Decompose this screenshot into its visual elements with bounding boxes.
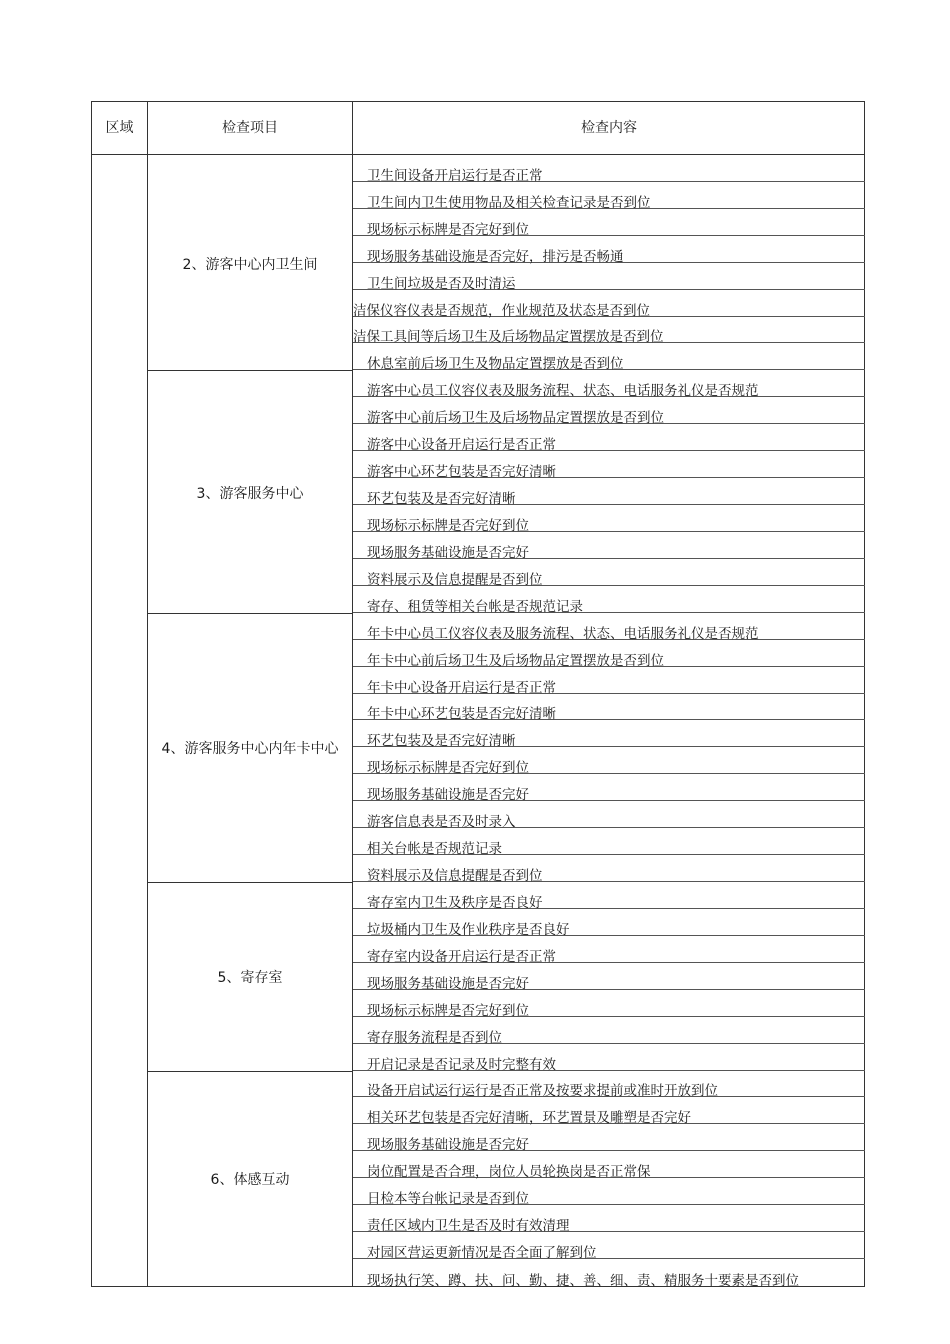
- inspection-content-text: 现场标示标牌是否完好到位: [367, 517, 529, 534]
- list-item: [353, 1151, 865, 1181]
- list-item: [353, 559, 865, 586]
- list-item: [353, 478, 865, 508]
- inspection-content-text: 年卡中心员工仪容仪表及服务流程、状态、电话服务礼仪是否规范: [367, 625, 759, 642]
- list-item: [353, 721, 865, 748]
- inspection-content-text: 游客中心设备开启运行是否正常: [367, 437, 556, 454]
- list-item: [353, 855, 865, 885]
- inspection-content-text: 现场标示标牌是否完好到位: [367, 1002, 529, 1019]
- list-item: [353, 774, 865, 804]
- list-item: [353, 801, 865, 831]
- list-item: [353, 155, 865, 182]
- list-item: [353, 451, 865, 481]
- section-title: 6、体感互动: [210, 1172, 290, 1189]
- inspection-content-text: 资料展示及信息提醒是否到位: [367, 868, 543, 885]
- inspection-content-text: 现场服务基础设施是否完好: [367, 975, 529, 992]
- list-item: [353, 1259, 865, 1289]
- list-item: [353, 1098, 865, 1125]
- list-item: [353, 667, 865, 694]
- inspection-content-text: 岗位配置是否合理，岗位人员轮换岗是否正常保: [367, 1164, 651, 1181]
- header-inspection-item: 检查项目: [222, 120, 278, 136]
- list-item: [353, 317, 865, 344]
- inspection-content-text: 寄存、租赁等相关台帐是否规范记录: [367, 598, 583, 615]
- inspection-content-text: 设备开启试运行运行是否正常及按要求提前或准时开放到位: [367, 1083, 718, 1100]
- inspection-content-text: 游客信息表是否及时录入: [367, 814, 516, 831]
- inspection-content-text: 环艺包装及是否完好清晰: [367, 733, 516, 750]
- list-item: [353, 694, 865, 721]
- section-title: 3、游客服务中心: [196, 485, 304, 502]
- list-item: [353, 1178, 865, 1208]
- inspection-content-text: 洁保仪容仪表是否规范，作业规范及状态是否到位: [353, 302, 650, 319]
- list-item: [353, 640, 865, 667]
- list-item: [353, 370, 865, 400]
- inspection-content-text: 对园区营运更新情况是否全面了解到位: [367, 1245, 597, 1262]
- section-divider: [147, 1071, 353, 1072]
- inspection-content-text: 现场服务基础设施是否完好: [367, 1137, 529, 1154]
- inspection-content-text: 相关环艺包装是否完好清晰，环艺置景及雕塑是否完好: [367, 1110, 691, 1127]
- list-item: [353, 397, 865, 427]
- inspection-content-text: 年卡中心环艺包装是否完好清晰: [367, 706, 556, 723]
- inspection-content-text: 日检本等台帐记录是否到位: [367, 1191, 529, 1208]
- list-item: [353, 344, 865, 371]
- list-item: [353, 209, 865, 236]
- inspection-content-text: 现场服务基础设施是否完好，排污是否畅通: [367, 248, 624, 265]
- list-item: [353, 182, 865, 209]
- list-item: [353, 236, 865, 263]
- inspection-content-text: 现场服务基础设施是否完好: [367, 544, 529, 561]
- inspection-content-text: 相关台帐是否规范记录: [367, 841, 502, 858]
- inspection-content-text: 环艺包装及是否完好清晰: [367, 491, 516, 508]
- inspection-table: [91, 101, 865, 1287]
- inspection-content-text: 寄存室内卫生及秩序是否良好: [367, 894, 543, 911]
- inspection-content-text: 年卡中心设备开启运行是否正常: [367, 679, 556, 696]
- list-item: [353, 290, 865, 317]
- inspection-content-text: 游客中心员工仪容仪表及服务流程、状态、电话服务礼仪是否规范: [367, 383, 759, 400]
- inspection-content-text: 卫生间垃圾是否及时清运: [367, 275, 516, 292]
- list-item: [353, 747, 865, 777]
- list-item: [353, 532, 865, 559]
- inspection-content-text: 垃圾桶内卫生及作业秩序是否良好: [367, 921, 570, 938]
- inspection-content-text: 现场执行笑、蹲、扶、问、勤、捷、善、细、责、精服务十要素是否到位: [367, 1272, 799, 1289]
- inspection-content-text: 资料展示及信息提醒是否到位: [367, 571, 543, 588]
- section-divider: [147, 613, 353, 614]
- list-item: [353, 586, 865, 613]
- inspection-content-text: 卫生间设备开启运行是否正常: [367, 167, 543, 184]
- inspection-content-text: 年卡中心前后场卫生及后场物品定置摆放是否到位: [367, 652, 664, 669]
- section-title: 4、游客服务中心内年卡中心: [161, 741, 339, 758]
- list-item: [353, 613, 865, 640]
- list-item: [353, 263, 865, 290]
- inspection-content-text: 休息室前后场卫生及物品定置摆放是否到位: [367, 356, 624, 373]
- list-item: [353, 1017, 865, 1044]
- section-divider: [147, 882, 353, 883]
- list-item: [353, 1232, 865, 1262]
- inspection-content-text: 洁保工具间等后场卫生及后场物品定置摆放是否到位: [353, 329, 664, 346]
- inspection-content-text: 寄存服务流程是否到位: [367, 1029, 502, 1046]
- inspection-content-text: 卫生间内卫生使用物品及相关检查记录是否到位: [367, 194, 651, 211]
- section-title: 5、寄存室: [217, 970, 283, 987]
- list-item: [353, 1124, 865, 1154]
- inspection-content-text: 责任区域内卫生是否及时有效清理: [367, 1218, 570, 1235]
- section-divider: [147, 370, 353, 371]
- inspection-content-text: 游客中心环艺包装是否完好清晰: [367, 464, 556, 481]
- list-item: [353, 882, 865, 909]
- inspection-content-text: 现场标示标牌是否完好到位: [367, 221, 529, 238]
- list-item: [353, 505, 865, 532]
- inspection-content-text: 现场服务基础设施是否完好: [367, 787, 529, 804]
- header-inspection-content: 检查内容: [581, 120, 637, 136]
- list-item: [353, 1071, 865, 1098]
- column-divider-area: [147, 102, 148, 1286]
- list-item: [353, 936, 865, 963]
- inspection-content-text: 现场标示标牌是否完好到位: [367, 760, 529, 777]
- list-item: [353, 990, 865, 1017]
- inspection-content-text: 开启记录是否记录及时完整有效: [367, 1056, 556, 1073]
- list-item: [353, 909, 865, 936]
- list-item: [353, 828, 865, 858]
- list-item: [353, 424, 865, 454]
- inspection-content-text: 游客中心前后场卫生及后场物品定置摆放是否到位: [367, 410, 664, 427]
- header-area: 区域: [105, 120, 134, 136]
- list-item: [353, 1044, 865, 1071]
- list-item: [353, 963, 865, 990]
- list-item: [353, 1205, 865, 1235]
- inspection-content-text: 寄存室内设备开启运行是否正常: [367, 948, 556, 965]
- section-title: 2、游客中心内卫生间: [182, 256, 318, 273]
